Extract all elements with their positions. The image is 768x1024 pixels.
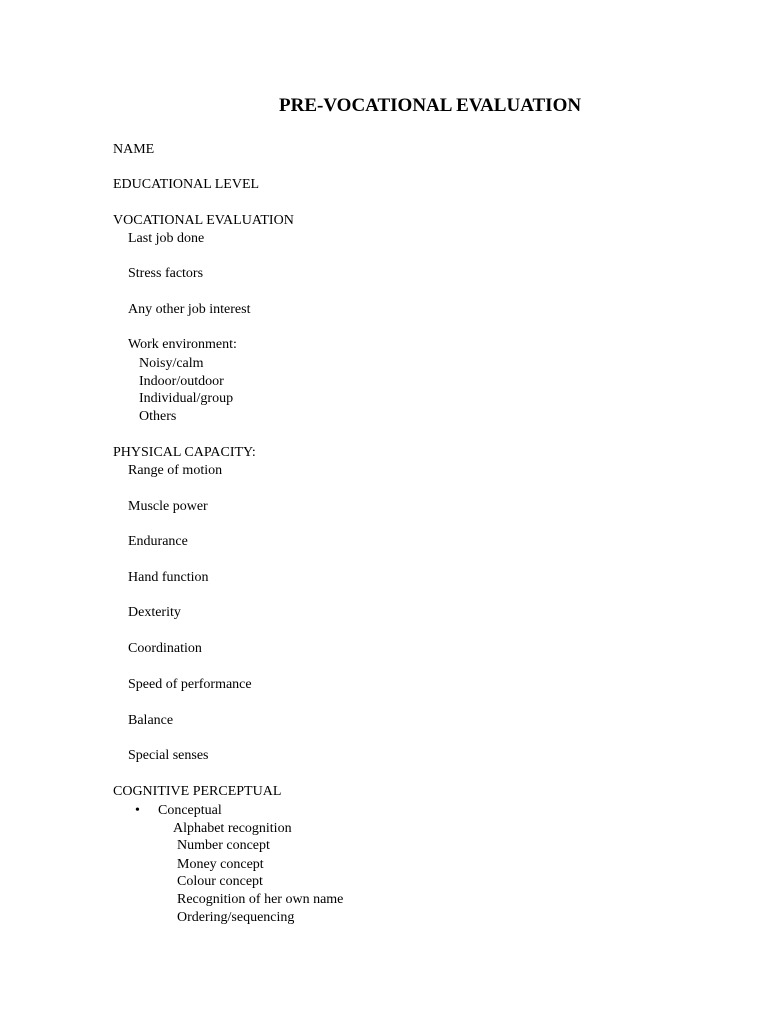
cognitive-item: Number concept xyxy=(177,838,270,853)
conceptual-bullet-item xyxy=(135,802,222,820)
cognitive-item: Alphabet recognition xyxy=(173,821,292,836)
physical-item: Speed of performance xyxy=(128,677,252,692)
cognitive-item: Money concept xyxy=(177,857,264,872)
physical-item: Coordination xyxy=(128,641,202,656)
physical-item: Muscle power xyxy=(128,499,208,514)
work-env-item: Individual/group xyxy=(139,391,234,406)
physical-item: Dexterity xyxy=(128,605,181,620)
work-env-item: Indoor/outdoor xyxy=(139,374,224,389)
other-job-interest-label: Any other job interest xyxy=(128,302,251,317)
cognitive-item: Recognition of her own name xyxy=(177,892,344,907)
physical-item: Endurance xyxy=(128,534,188,549)
physical-item: Special senses xyxy=(128,748,209,763)
document-title: PRE-VOCATIONAL EVALUATION xyxy=(279,95,582,116)
physical-item: Balance xyxy=(128,713,174,728)
work-environment-label: Work environment: xyxy=(128,337,237,352)
cognitive-perceptual-heading: COGNITIVE PERCEPTUAL xyxy=(113,784,282,799)
physical-capacity-heading: PHYSICAL CAPACITY: xyxy=(113,445,256,460)
work-env-item: Noisy/calm xyxy=(139,356,204,371)
stress-factors-label: Stress factors xyxy=(128,266,204,281)
bullet-icon: • xyxy=(135,803,140,818)
work-env-item: Others xyxy=(139,409,177,424)
name-label: NAME xyxy=(113,142,155,157)
last-job-label: Last job done xyxy=(128,231,205,246)
cognitive-item: Ordering/sequencing xyxy=(177,910,295,925)
vocational-evaluation-heading: VOCATIONAL EVALUATION xyxy=(113,213,294,228)
physical-item: Range of motion xyxy=(128,463,223,478)
physical-item: Hand function xyxy=(128,570,209,585)
cognitive-item: Colour concept xyxy=(177,874,263,889)
conceptual-label: Conceptual xyxy=(158,803,222,818)
educational-level-label: EDUCATIONAL LEVEL xyxy=(113,177,260,192)
